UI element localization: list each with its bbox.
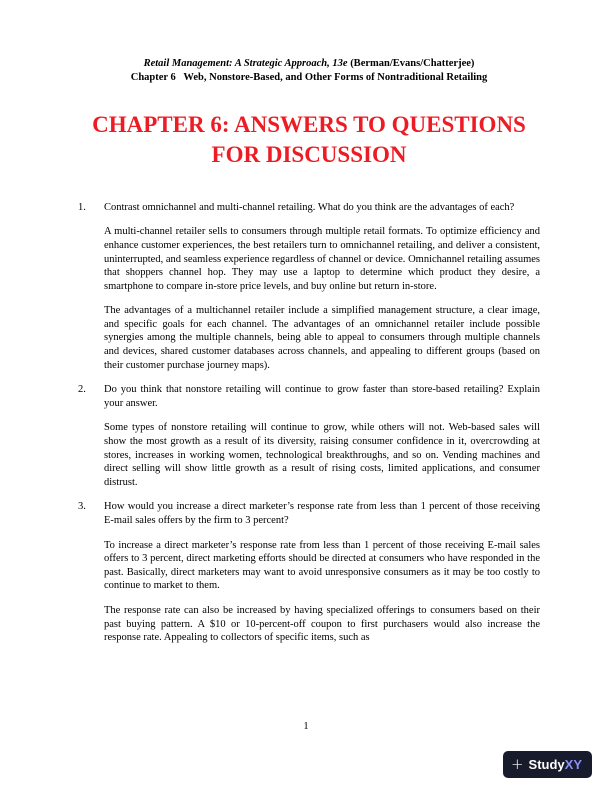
studyxy-badge: [503, 751, 592, 778]
page-title: CHAPTER 6: ANSWERS TO QUESTIONS FOR DISCUSSION: [92, 112, 526, 168]
question-block-3: [78, 500, 540, 644]
book-title: Retail Management: A Strategic Approach, 13e: [143, 58, 348, 69]
brand-study: Study: [528, 757, 565, 772]
answer-paragraph: The advantages of a multichannel retailer include a simplified management structure, a clear image, and specific goals for each channel. The advantages of an omnichannel retailer include possible synergies among the multiple channels, being able to appeal to consumers through multiple channels and devices, shared customer databases across channels, and appealing to different groups (based on their customer purchase journey maps).: [104, 305, 540, 371]
answer-paragraph: The response rate can also be increased by having specialized offerings to consumers based on their past buying pattern. A $10 or 10-percent-off coupon to first purchasers would also increase the response rate. Appealing to collectors of specific items, such as: [104, 604, 540, 644]
question-block-1: [78, 201, 540, 373]
question-text: Do you think that nonstore retailing will continue to grow faster than store-based retailing? Explain your answer.: [104, 384, 540, 409]
page-number: 1: [303, 721, 309, 732]
answer-paragraph: A multi-channel retailer sells to consumers through multiple retail formats. To optimize efficiency and enhance customer experiences, the best retailers turn to omnichannel retailing, and deliver a consistent, uninterrupted, and seamless experience regardless of channel or device. Omnichannel retailing assumes that shoppers channel hop. They may use a laptop to determine which product they desire, a smartphone to compare in-store price levels, and buy online but return in-store.: [104, 226, 540, 292]
document-header: [78, 57, 540, 84]
question-number: 2.: [78, 384, 86, 396]
question-row: [78, 201, 540, 215]
question-number: 1.: [78, 201, 86, 213]
answer-paragraph: Some types of nonstore retailing will continue to grow, while others will not. Web-based sales will show the most growth as a result of its diversity, raising consumer confidence in it, overcrowding at stores, increases in working women, technological breakthroughs, and so on. Vending machines and direct selling will show little growth as a result of rising costs, limited applications, and consumer distrust.: [104, 422, 540, 488]
chapter-subtitle: Chapter 6 Web, Nonstore-Based, and Other Forms of Nontraditional Retailing: [130, 71, 488, 83]
question-number: 3.: [78, 501, 86, 513]
question-text: Contrast omnichannel and multi-channel retailing. What do you think are the advantages of each?: [104, 201, 515, 213]
question-text: How would you increase a direct marketer’s response rate from less than 1 percent of those receiving E-mail sales offers by the firm to 3 percent?: [104, 501, 540, 526]
question-row: [78, 500, 540, 527]
question-block-2: [78, 383, 540, 489]
plus-icon: +: [510, 755, 524, 773]
answer-paragraph: To increase a direct marketer’s response rate from less than 1 percent of those receiving E-mail sales offers to 3 percent, direct marketing efforts should be directed at consumers who have responded in the past. Basically, direct marketers may want to avoid unresponsive consumers as it may be too costly to continue to market to them.: [104, 539, 540, 592]
question-row: [78, 383, 540, 410]
header-line-1: [78, 57, 540, 71]
book-authors: (Berman/Evans/Chatterjee): [347, 58, 475, 69]
brand-xy: XY: [564, 757, 582, 772]
